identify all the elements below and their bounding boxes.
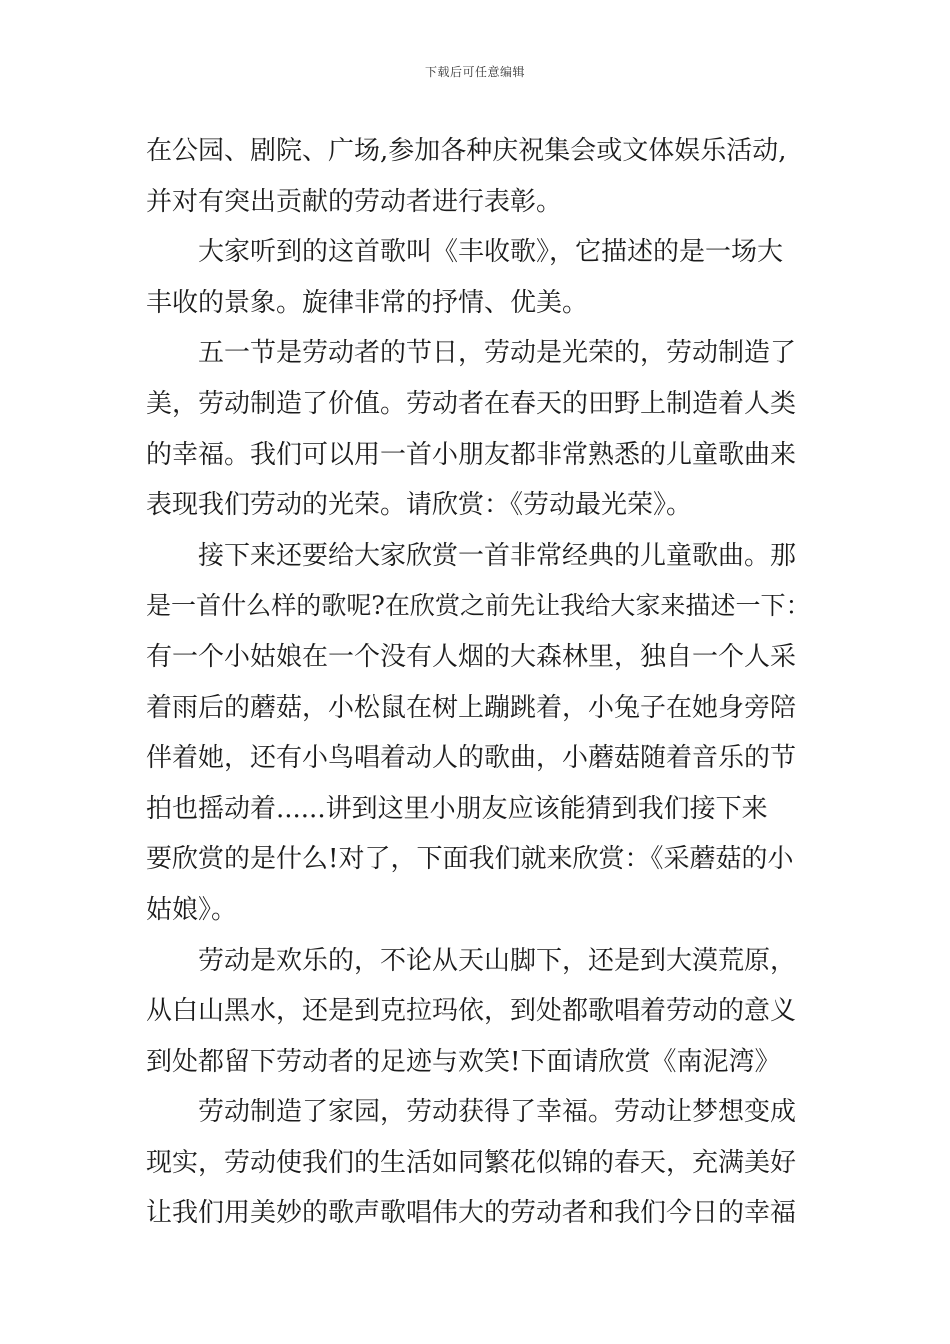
text-line: 现实，劳动使我们的生活如同繁花似锦的春天，充满美好: [146, 1147, 797, 1178]
header-note: 下载后可任意编辑: [424, 65, 525, 79]
text-line: 有一个小姑娘在一个没有人烟的大森林里，独自一个人采: [146, 641, 797, 672]
text-line: 劳动是欢乐的，不论从天山脚下，还是到大漠荒原，: [198, 945, 797, 976]
text-line: 要欣赏的是什么!对了，下面我们就来欣赏：《采蘑菇的小: [146, 844, 794, 875]
text-line: 姑娘》。: [146, 894, 238, 925]
text-line: 五一节是劳动者的节日，劳动是光荣的，劳动制造了: [198, 338, 797, 369]
text-line: 让我们用美妙的歌声歌唱伟大的劳动者和我们今日的幸福: [146, 1198, 797, 1229]
text-line: 着雨后的蘑菇，小松鼠在树上蹦跳着，小兔子在她身旁陪: [146, 692, 797, 723]
paragraph: [146, 1087, 811, 1239]
text-line: 大家听到的这首歌叫《丰收歌》，它描述的是一场大: [198, 237, 784, 268]
text-line: 并对有突出贡献的劳动者进行表彰。: [146, 186, 563, 217]
text-line: 表现我们劳动的光荣。请欣赏：《劳动最光荣》。: [146, 490, 693, 521]
text-line: 美，劳动制造了价值。劳动者在春天的田野上制造着人类: [146, 388, 797, 419]
text-line: 拍也摇动着......讲到这里小朋友应该能猜到我们接下来: [146, 793, 768, 824]
paragraph: [146, 531, 811, 936]
text-line: 伴着她，还有小鸟唱着动人的歌曲，小蘑菇随着音乐的节: [146, 743, 797, 774]
paragraph: [146, 126, 811, 227]
paragraph: [146, 328, 811, 530]
document-body: [146, 126, 811, 1239]
text-line: 在公园、剧院、广场,参加各种庆祝集会或文体娱乐活动,: [146, 136, 787, 166]
paragraph: [146, 936, 811, 1088]
text-line: 从白山黑水，还是到克拉玛依，到处都歌唱着劳动的意义: [146, 996, 797, 1027]
text-line: 丰收的景象。旋律非常的抒情、优美。: [146, 287, 589, 318]
text-line: 劳动制造了家园，劳动获得了幸福。劳动让梦想变成: [198, 1097, 797, 1128]
paragraph: [146, 227, 811, 328]
text-line: 是一首什么样的歌呢?在欣赏之前先让我给大家来描述一下：: [146, 591, 811, 621]
text-line: 的幸福。我们可以用一首小朋友都非常熟悉的儿童歌曲来: [146, 439, 797, 470]
text-line: 接下来还要给大家欣赏一首非常经典的儿童歌曲。那: [198, 540, 797, 571]
text-line: 到处都留下劳动者的足迹与欢笑!下面请欣赏《南泥湾》: [146, 1046, 781, 1077]
